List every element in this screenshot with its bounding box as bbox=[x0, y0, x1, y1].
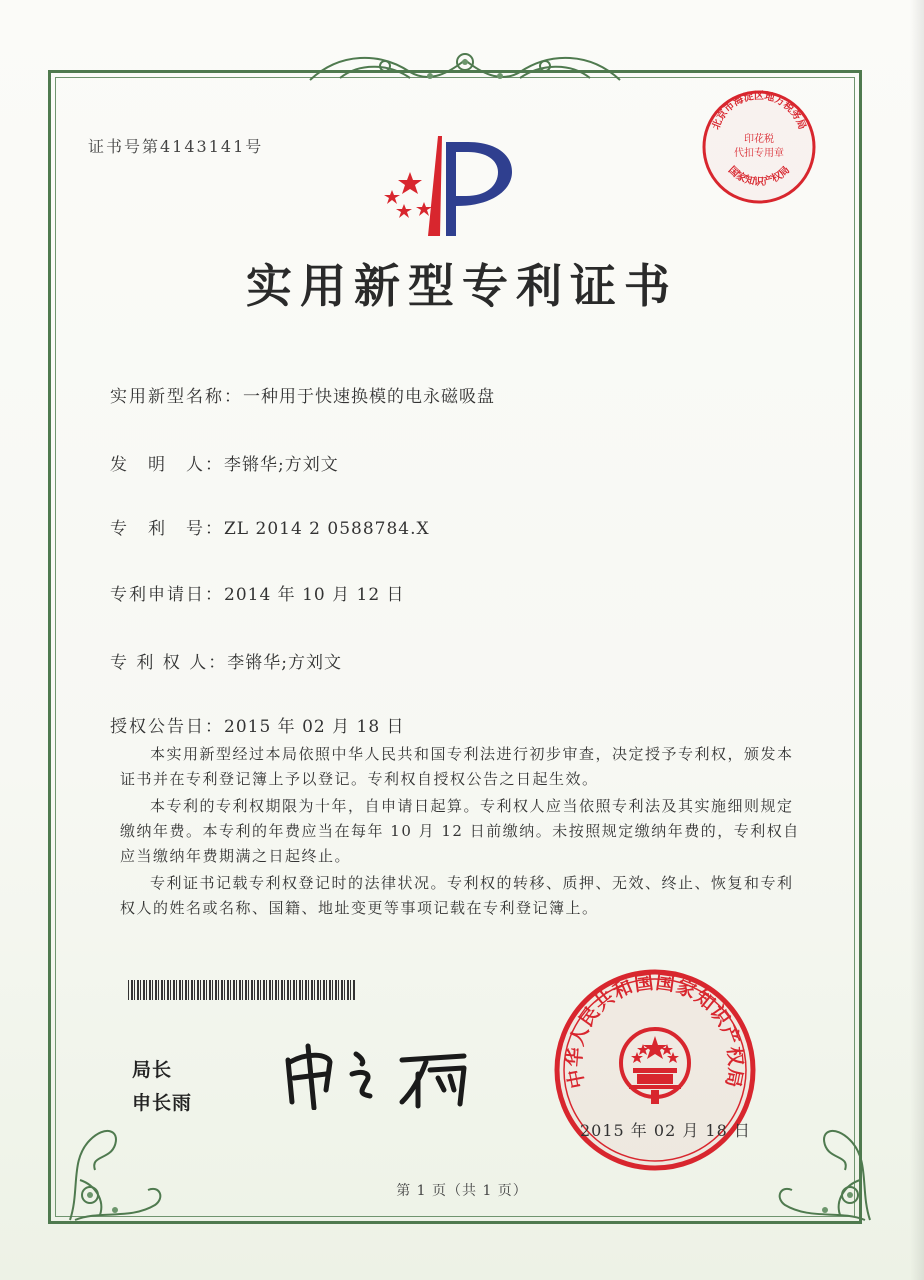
body-paragraph-3: 专利证书记载专利权登记时的法律状况。专利权的转移、质押、无效、终止、恢复和专利权人的姓名或名称、国籍、地址变更等事项记载在专利登记簿上。 bbox=[120, 874, 794, 917]
field-value: 一种用于快速换模的电永磁吸盘 bbox=[243, 387, 495, 407]
field-utility-model-name bbox=[110, 382, 495, 407]
field-inventor bbox=[110, 450, 339, 475]
corner-ornament-bottom-right-icon bbox=[770, 1100, 880, 1230]
director-title: 局长 bbox=[132, 1059, 173, 1081]
svg-text:代扣专用章: 代扣专用章 bbox=[734, 148, 784, 159]
page-edge-shadow bbox=[910, 0, 924, 1280]
svg-text:国家知识产权局: 国家知识产权局 bbox=[725, 164, 793, 188]
svg-text:北京市海淀区地方税务局: 北京市海淀区地方税务局 bbox=[710, 90, 808, 132]
field-value: 2014 年 10 月 12 日 bbox=[224, 585, 405, 605]
svg-text:印花税: 印花税 bbox=[744, 134, 774, 145]
field-value: 李锵华;方刘文 bbox=[224, 455, 339, 475]
field-label: 专 利 权 人： bbox=[110, 653, 228, 673]
seal-date: 2015 年 02 月 18 日 bbox=[580, 1121, 751, 1140]
field-label: 发 明 人： bbox=[110, 455, 224, 475]
field-grant-date bbox=[110, 712, 405, 737]
field-value: ZL 2014 2 0588784.X bbox=[224, 519, 430, 539]
field-patentee bbox=[110, 648, 342, 673]
page-number: 第 1 页（共 1 页） bbox=[396, 1183, 528, 1199]
official-seal bbox=[553, 968, 757, 1172]
certificate-body bbox=[120, 742, 800, 923]
field-patent-number bbox=[110, 514, 430, 539]
patent-office-logo-icon bbox=[372, 132, 522, 242]
field-label: 授权公告日： bbox=[110, 717, 224, 737]
field-label: 专 利 号： bbox=[110, 519, 224, 539]
certificate-title: 实用新型专利证书 bbox=[246, 259, 678, 313]
tax-stamp bbox=[700, 88, 818, 206]
field-label: 实用新型名称： bbox=[110, 387, 243, 407]
director-signature bbox=[278, 1040, 478, 1110]
field-label: 专利申请日： bbox=[110, 585, 224, 605]
director-name: 申长雨 bbox=[132, 1092, 193, 1114]
body-paragraph-2: 本专利的专利权期限为十年，自申请日起算。专利权人应当依照专利法及其实施细则规定缴纳年费。本专利的年费应当在每年 10 月 12 日前缴纳。未按照规定缴纳年费的，专利权自应当缴纳年费期满之日起终止。 bbox=[120, 797, 800, 865]
field-value: 李锵华;方刘文 bbox=[227, 653, 342, 673]
certificate-number: 证书号第4143141号 bbox=[88, 137, 264, 156]
field-application-date bbox=[110, 580, 405, 605]
top-ornament-icon bbox=[300, 42, 630, 92]
body-paragraph-1: 本实用新型经过本局依照中华人民共和国专利法进行初步审查，决定授予专利权，颁发本证书并在专利登记簿上予以登记。专利权自授权公告之日起生效。 bbox=[120, 745, 794, 788]
seal-main-text: 中华人民共和国国家知识产权局 bbox=[563, 971, 747, 1091]
field-value: 2015 年 02 月 18 日 bbox=[224, 717, 405, 737]
barcode bbox=[128, 980, 356, 1000]
corner-ornament-bottom-left-icon bbox=[60, 1100, 170, 1230]
